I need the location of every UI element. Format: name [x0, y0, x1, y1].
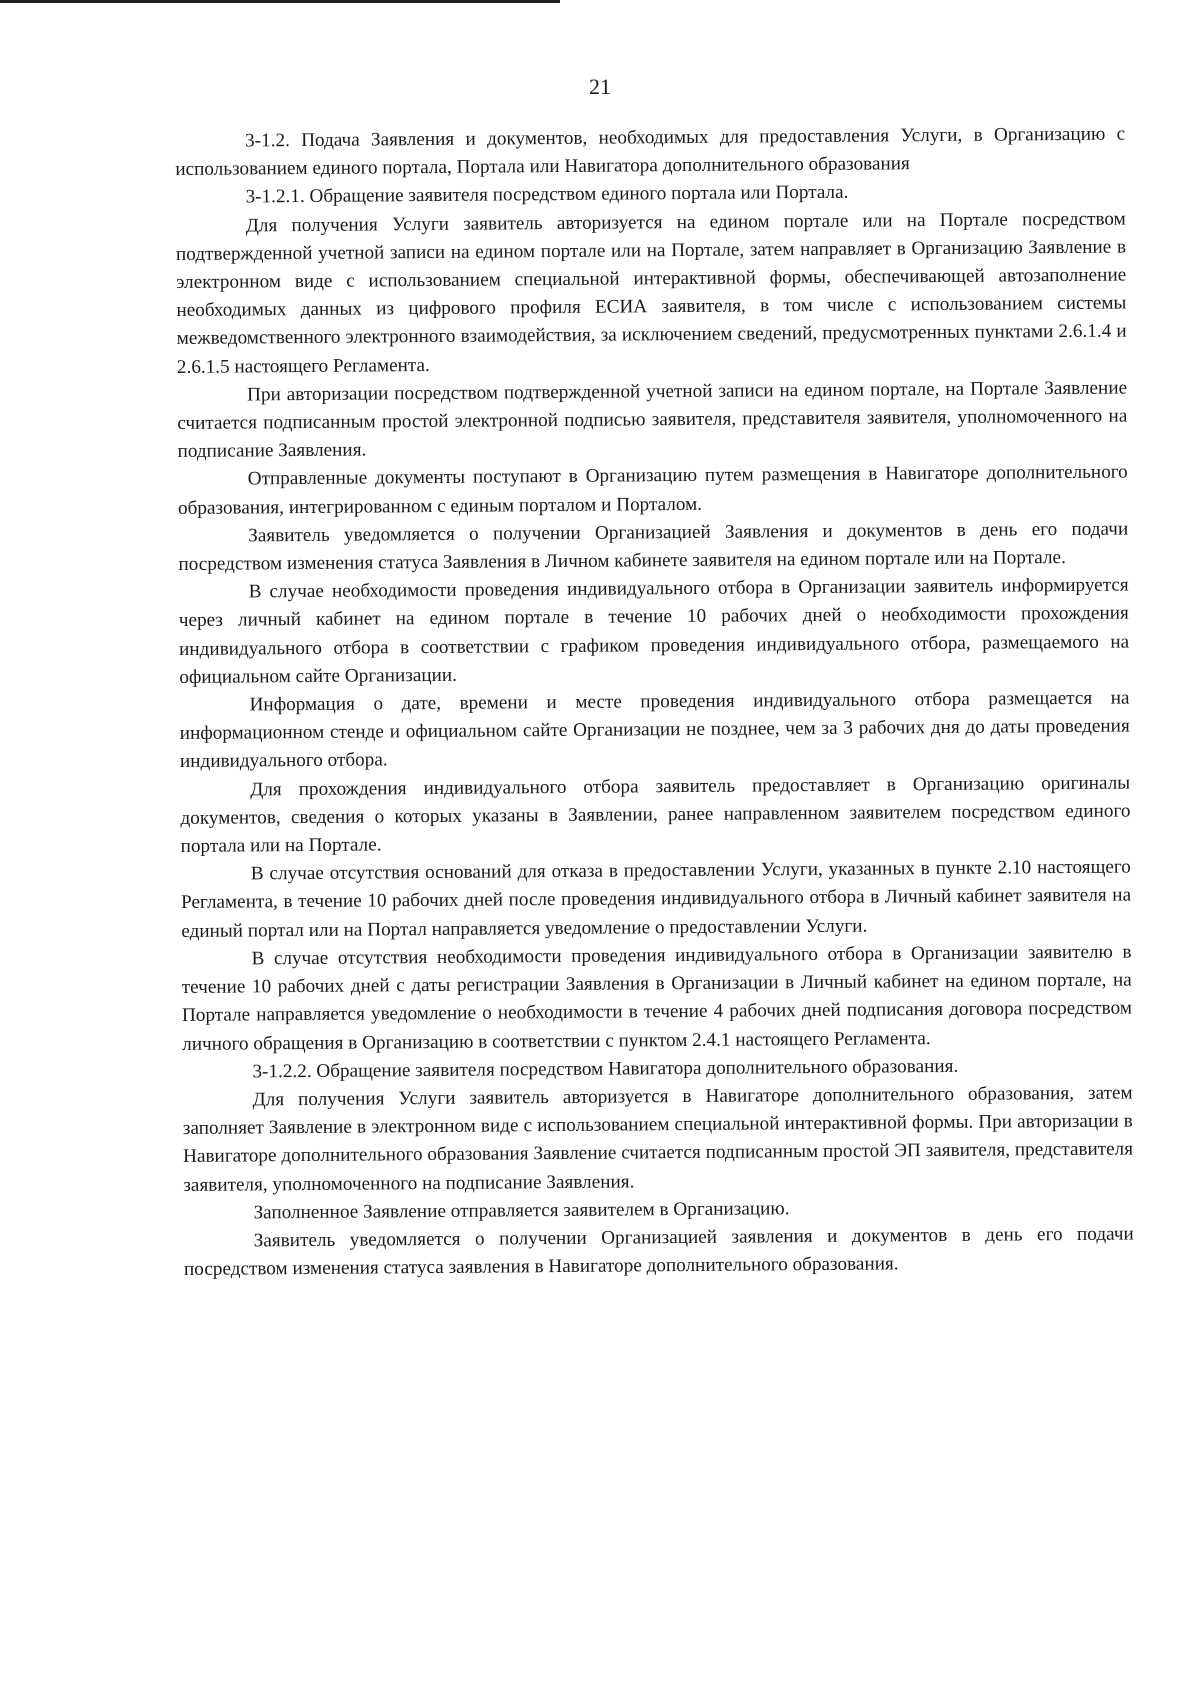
- paragraph-signature: При авторизации посредством подтвержденной учетной записи на едином портале, на Портале Заявление считается подписанным простой электронной подписью заявителя, представителя заявителя, уполномоченного на подписание Заявления.: [177, 377, 1128, 463]
- page-number: 21: [589, 74, 611, 99]
- paragraph-portal-authorization: Для получения Услуги заявитель авторизуется на едином портале или на Портале посредством подтвержденной учетной записи на едином портале или на Портале, затем направляет в Организацию Заявление в электронном виде с использованием специальной интерактивной формы, обеспечивающей автозаполнение необходимых данных из цифрового профиля ЕСИА заявителя, в том числе с использованием системы межведомственного электронного взаимодействия, за исключением сведений, предусмотренных пунктами 2.6.1.4 и 2.6.1.5 настоящего Регламента.: [175, 208, 1127, 378]
- paragraph-navigator-notification: Заявитель уведомляется о получении Организацией заявления и документов в день его подачи посредством изменения статуса заявления в Навигаторе дополнительного образования.: [183, 1223, 1134, 1281]
- paragraph-section-3-1-2: 3-1.2. Подача Заявления и документов, необходимых для предоставления Услуги, в Организацию с использованием единого портала, Портала или Навигатора дополнительного образования: [175, 123, 1126, 181]
- document-body: [175, 121, 1134, 1285]
- paragraph-section-3-1-2-1: 3-1.2.1. Обращение заявителя посредством единого портала или Портала.: [245, 182, 849, 208]
- paragraph-navigator-authorization: Для получения Услуги заявитель авторизуется в Навигаторе дополнительного образования, затем заполняет Заявление в электронном виде с использованием специальной интерактивной формы. При авторизации в Навигаторе дополнительного образования Заявление считается подписанным простой ЭП заявителя, представителя заявителя, уполномоченного на подписание Заявления.: [182, 1082, 1134, 1196]
- paragraph-no-selection: В случае отсутствия необходимости проведения индивидуального отбора в Организации заявителю в течение 10 рабочих дней с даты регистрации Заявления в Организации в Личный кабинет на едином портале, на Портале направляется уведомление о необходимости в течение 4 рабочих дней подписания договора посредством личного обращения в Организацию в соответствии с пунктом 2.4.1 настоящего Регламента.: [181, 941, 1133, 1055]
- paragraph-section-3-1-2-2: 3-1.2.2. Обращение заявителя посредством Навигатора дополнительного образования.: [252, 1055, 959, 1083]
- paragraph-application-sent: Заполненное Заявление отправляется заявителем в Организацию.: [253, 1197, 790, 1224]
- paragraph-notification: Заявитель уведомляется о получении Организацией Заявления и документов в день его подачи посредством изменения статуса Заявления в Личном кабинете заявителя на едином портале или на Портале.: [178, 518, 1129, 576]
- scan-edge-mark: [0, 0, 560, 3]
- paragraph-selection-documents: Для прохождения индивидуального отбора заявитель предоставляет в Организацию оригиналы документов, сведения о которых указаны в Заявлении, ранее направленном заявителем посредством единого портала или на Портале.: [180, 772, 1131, 858]
- paragraph-selection-info: Информация о дате, времени и месте проведения индивидуального отбора размещается на информационном стенде и официальном сайте Организации не позднее, чем за 3 рабочих дня до даты проведения индивидуального отбора.: [179, 687, 1130, 773]
- paragraph-individual-selection: В случае необходимости проведения индивидуального отбора в Организации заявитель информируется через личный кабинет на едином портале в течение 10 рабочих дней о необходимости прохождения индивидуального отбора в соответствии с графиком проведения индивидуального отбора, размещаемого на официальном сайте Организации.: [178, 574, 1130, 688]
- paragraph-documents-sent: Отправленные документы поступают в Организацию путем размещения в Навигаторе дополнительного образования, интегрированном с единым порталом и Порталом.: [177, 461, 1128, 519]
- paragraph-no-refusal: В случае отсутствия оснований для отказа в предоставлении Услуги, указанных в пункте 2.10 настоящего Регламента, в течение 10 рабочих дней после проведения индивидуального отбора в Личный кабинет заявителя на единый портал или на Портал направляется уведомление о предоставлении Услуги.: [181, 856, 1132, 942]
